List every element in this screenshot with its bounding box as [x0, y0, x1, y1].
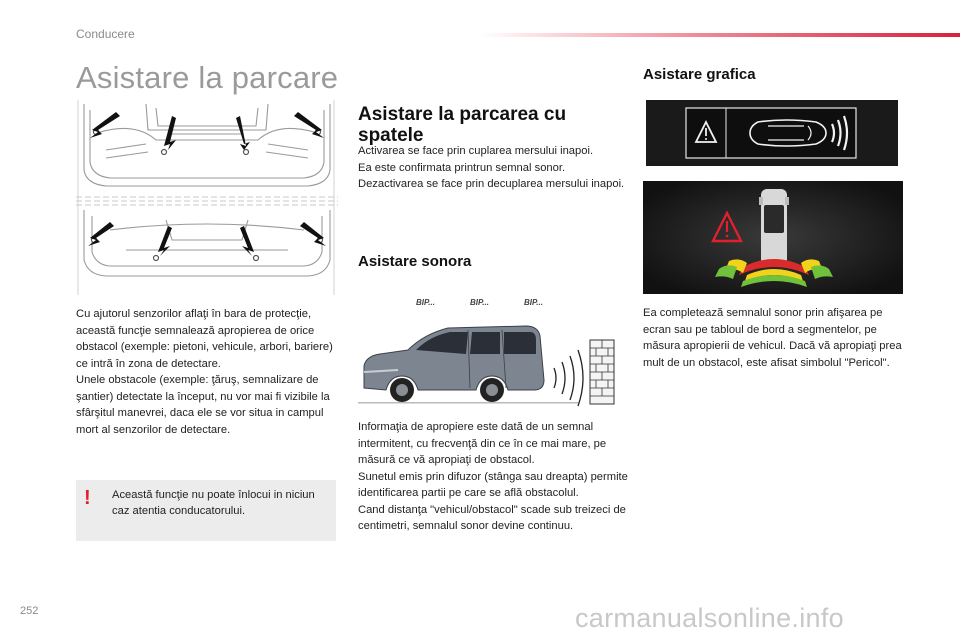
- sensor-description: Cu ajutorul senzorilor aflaţi în bara de protecţie, această funcţie semnalează apropierea de orice obstacol (exemple: pietoni, vehicule, arbori, bariere) ce intră în zona de detectare. Unele obstacole (exemple: ţăruş, semnalizare de şantier) detectate la început, nu vor mai fi vizibile la sfârşitul manevrei, daca ele se vor situa in campul mort al senzorilor de detectare.: [76, 308, 333, 436]
- bip-label: BIP...: [470, 298, 489, 307]
- bumper-sensors-illustration: [76, 100, 338, 295]
- watermark: carmanualsonline.info: [575, 603, 844, 633]
- sound-assist-text: Informaţia de apropiere este dată de un semnal intermitent, cu frecvenţă din ce în ce mai mare, pe măsură ce vă apropiaţi de obstacol. Sunetul emis prin difuzor (stânga sau dreapta) permite identificarea partii pe care se află obstacolul. Cand distanţa "vehicul/obstacol" scade sub treizeci de centimetri, semnalul sonor devine continuu.: [358, 421, 628, 532]
- van-reversing-illustration: [358, 310, 618, 410]
- rear-camera-display-illustration: [643, 181, 903, 294]
- sound-assist-title: Asistare sonora: [358, 253, 472, 270]
- graphic-assist-title: Asistare grafica: [643, 66, 756, 83]
- rear-parking-text: Activarea se face prin cuplarea mersului inapoi. Ea este confirmata printrun semnal sonor. Dezactivarea se face prin decuplarea mersului inapoi.: [358, 145, 625, 190]
- header-accent-bar: [480, 33, 960, 37]
- rear-parking-title: Asistare la parcarea cu spatele: [358, 104, 567, 146]
- bip-label: BIP...: [416, 298, 435, 307]
- bip-label: BIP...: [524, 298, 543, 307]
- dashboard-display-illustration: [646, 100, 898, 166]
- graphic-assist-text: Ea completează semnalul sonor prin afişarea pe ecran sau pe tabloul de bord a segmentelor, pe măsura apropierii de vehicul. Dacă vă apropiaţi prea mult de un obstacol, este afisat simbolul "Pericol".: [643, 307, 902, 369]
- chapter-label: Conducere: [76, 27, 135, 41]
- page-number: 252: [20, 605, 39, 617]
- page-title: Asistare la parcare: [76, 60, 339, 95]
- exclamation-icon: !: [84, 487, 91, 509]
- warning-text: Această funcţie nu poate înlocui in niciun caz atentia conducatorului.: [112, 489, 315, 517]
